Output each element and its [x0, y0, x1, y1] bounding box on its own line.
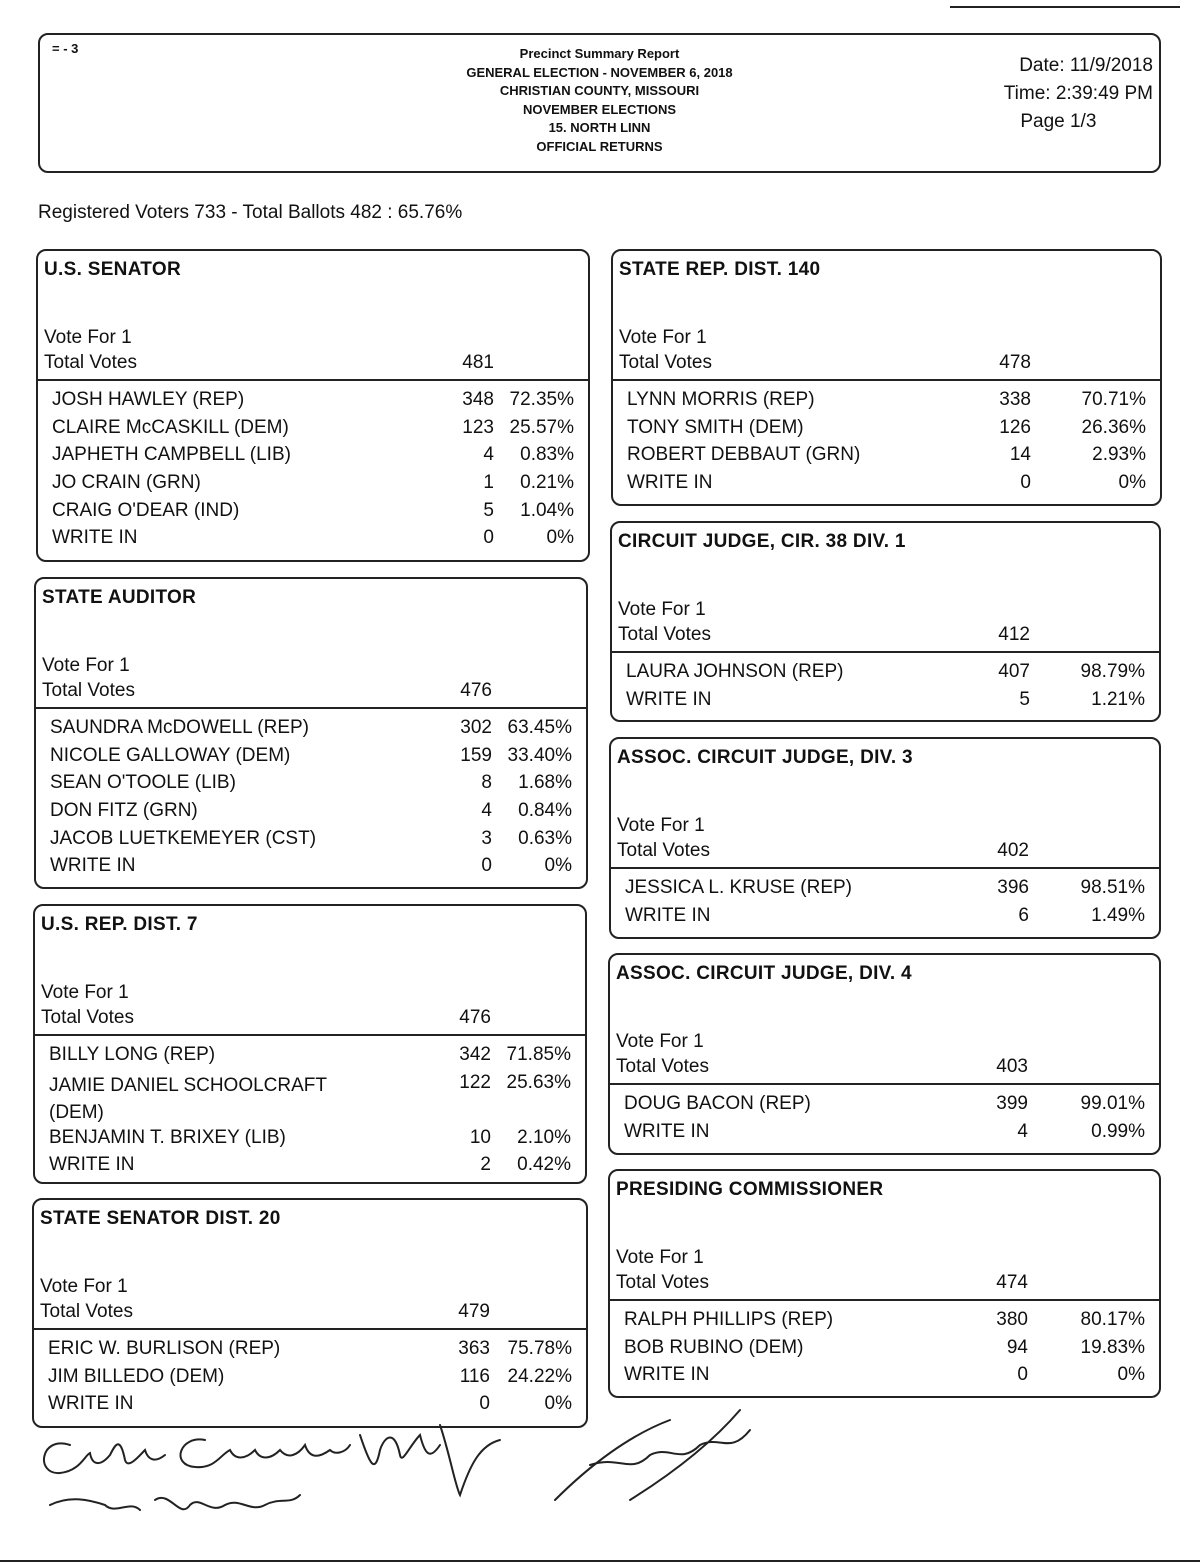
results-list — [610, 1309, 1159, 1392]
vote-for-label: Vote For 1 — [41, 982, 129, 1003]
candidate-name: DOUG BACON (REP) — [624, 1093, 811, 1114]
candidate-name: BENJAMIN T. BRIXEY (LIB) — [49, 1126, 286, 1148]
candidate-votes: 407 — [998, 661, 1030, 682]
candidate-votes: 3 — [481, 827, 492, 849]
bottom-rule — [0, 1560, 1200, 1562]
candidate-votes: 8 — [481, 772, 492, 794]
candidate-row — [611, 905, 1159, 933]
candidate-row — [38, 527, 588, 555]
candidate-row — [613, 444, 1160, 472]
candidate-row — [36, 855, 586, 883]
candidate-name: WRITE IN — [49, 1154, 135, 1176]
candidate-row — [36, 772, 586, 800]
candidate-name: LYNN MORRIS (REP) — [627, 389, 815, 410]
total-votes-label: Total Votes — [619, 352, 712, 373]
results-divider — [612, 651, 1159, 653]
candidate-name: JESSICA L. KRUSE (REP) — [625, 877, 853, 898]
candidate-percent: 0% — [544, 855, 572, 877]
candidate-name: BOB RUBINO (DEM) — [624, 1336, 804, 1358]
race-title: STATE REP. DIST. 140 — [619, 259, 821, 280]
race-us-rep-dist-7 — [33, 904, 587, 1184]
report-header — [38, 33, 1161, 173]
report-title: Precinct Summary Report — [519, 46, 680, 61]
candidate-votes: 2 — [480, 1154, 491, 1176]
candidate-percent: 0.83% — [520, 444, 574, 466]
candidate-percent: 1.04% — [520, 499, 574, 521]
county-name: CHRISTIAN COUNTY, MISSOURI — [499, 83, 700, 98]
results-list — [35, 1044, 585, 1182]
total-votes-value: 478 — [999, 352, 1031, 373]
race-state-rep-dist-140 — [611, 249, 1162, 506]
candidate-votes: 0 — [483, 527, 494, 549]
candidate-name: WRITE IN — [625, 904, 711, 926]
total-votes-value: 403 — [996, 1056, 1028, 1077]
total-votes-value: 474 — [996, 1272, 1028, 1293]
race-us-senator — [36, 249, 590, 562]
candidate-row — [38, 444, 588, 472]
total-votes-value: 402 — [997, 840, 1029, 861]
candidate-name: WRITE IN — [624, 1120, 710, 1142]
total-votes-label: Total Votes — [42, 680, 135, 701]
results-divider — [35, 1034, 585, 1036]
race-title: ASSOC. CIRCUIT JUDGE, DIV. 4 — [616, 963, 912, 984]
candidate-percent: 24.22% — [507, 1365, 572, 1387]
report-date: Date: 11/9/2018 — [1019, 55, 1153, 76]
candidate-votes: 116 — [459, 1365, 490, 1387]
total-votes-label: Total Votes — [41, 1007, 134, 1028]
candidate-percent: 71.85% — [506, 1044, 571, 1065]
total-votes-label: Total Votes — [616, 1272, 709, 1293]
results-divider — [610, 1083, 1159, 1085]
results-divider — [38, 379, 588, 381]
race-state-senator-dist-20 — [32, 1198, 588, 1428]
candidate-name: JACOB LUETKEMEYER (CST) — [50, 827, 317, 849]
results-list — [612, 661, 1159, 716]
candidate-name: RALPH PHILLIPS (REP) — [624, 1309, 834, 1330]
precinct-name: 15. NORTH LINN — [548, 120, 651, 135]
candidate-row — [613, 389, 1160, 417]
candidate-name: WRITE IN — [626, 688, 712, 710]
vote-for-label: Vote For 1 — [40, 1276, 128, 1297]
vote-for-label: Vote For 1 — [619, 327, 707, 348]
race-title: STATE SENATOR DIST. 20 — [40, 1208, 281, 1229]
results-list — [610, 1093, 1159, 1148]
total-votes-value: 476 — [459, 1007, 491, 1028]
candidate-percent: 98.79% — [1080, 661, 1145, 682]
candidate-row — [38, 417, 588, 445]
candidate-votes: 5 — [1019, 688, 1030, 710]
total-votes-label: Total Votes — [618, 624, 711, 645]
candidate-percent: 63.45% — [507, 717, 572, 738]
candidate-votes: 302 — [460, 717, 492, 738]
race-assoc-circuit-judge-div-4 — [608, 953, 1161, 1155]
header-marks: = - 3 — [52, 41, 79, 56]
candidate-name: WRITE IN — [52, 527, 138, 549]
candidate-row — [35, 1044, 585, 1072]
candidate-row — [36, 800, 586, 828]
results-divider — [34, 1328, 586, 1330]
results-divider — [610, 1299, 1159, 1301]
candidate-name: JAMIE DANIEL SCHOOLCRAFT (DEM) — [49, 1074, 327, 1123]
candidate-percent: 2.93% — [1092, 444, 1146, 466]
candidate-percent: 25.57% — [509, 416, 574, 438]
candidate-votes: 10 — [469, 1126, 491, 1148]
candidate-row — [35, 1154, 585, 1182]
race-state-auditor — [34, 577, 588, 889]
candidate-name: BILLY LONG (REP) — [49, 1044, 216, 1065]
vote-for-label: Vote For 1 — [616, 1247, 704, 1268]
candidate-percent: 99.01% — [1080, 1093, 1145, 1114]
candidate-percent: 0% — [544, 1393, 572, 1415]
candidate-percent: 1.21% — [1091, 688, 1145, 710]
report-meta — [1004, 52, 1153, 136]
candidate-name: JAPHETH CAMPBELL (LIB) — [52, 444, 291, 466]
official-signatures — [30, 1405, 770, 1535]
candidate-votes: 399 — [996, 1093, 1028, 1114]
candidate-percent: 0% — [1117, 1364, 1145, 1386]
candidate-percent: 19.83% — [1080, 1336, 1145, 1358]
candidate-row — [36, 745, 586, 773]
race-circuit-judge-cir-38-div-1 — [610, 521, 1161, 722]
results-list — [611, 877, 1159, 932]
candidate-row — [610, 1337, 1159, 1365]
candidate-percent: 80.17% — [1080, 1309, 1145, 1330]
candidate-votes: 0 — [479, 1393, 490, 1415]
candidate-percent: 1.68% — [518, 772, 572, 794]
candidate-votes: 380 — [996, 1309, 1028, 1330]
race-assoc-circuit-judge-div-3 — [609, 737, 1161, 939]
candidate-name: JOSH HAWLEY (REP) — [52, 389, 245, 410]
candidate-percent: 0.42% — [517, 1154, 571, 1176]
candidate-name: WRITE IN — [50, 855, 136, 877]
candidate-votes: 123 — [462, 416, 494, 438]
candidate-name: TONY SMITH (DEM) — [627, 416, 804, 438]
candidate-name: ERIC W. BURLISON (REP) — [48, 1338, 281, 1359]
candidate-row — [610, 1364, 1159, 1392]
candidate-name: SEAN O'TOOLE (LIB) — [50, 772, 236, 794]
race-title: PRESIDING COMMISSIONER — [616, 1179, 884, 1200]
top-rule — [950, 0, 1180, 8]
candidate-percent: 26.36% — [1081, 416, 1146, 438]
candidate-name: JO CRAIN (GRN) — [52, 472, 201, 494]
candidate-name: NICOLE GALLOWAY (DEM) — [50, 744, 291, 766]
candidate-name: DON FITZ (GRN) — [50, 800, 198, 822]
candidate-votes: 4 — [1017, 1120, 1028, 1142]
race-title: U.S. REP. DIST. 7 — [41, 914, 198, 935]
candidate-votes: 396 — [997, 877, 1029, 898]
candidate-row — [36, 828, 586, 856]
candidate-name: WRITE IN — [624, 1364, 710, 1386]
candidate-row — [35, 1127, 585, 1155]
candidate-percent: 75.78% — [507, 1338, 572, 1359]
candidate-percent: 33.40% — [507, 744, 572, 766]
candidate-percent: 0% — [1118, 472, 1146, 494]
candidate-votes: 4 — [481, 800, 492, 822]
total-votes-label: Total Votes — [617, 840, 710, 861]
candidate-percent: 1.49% — [1091, 904, 1145, 926]
race-title: STATE AUDITOR — [42, 587, 197, 608]
results-list — [613, 389, 1160, 500]
candidate-votes: 0 — [1017, 1364, 1028, 1386]
candidate-row — [613, 417, 1160, 445]
candidate-row — [38, 472, 588, 500]
returns-status: OFFICIAL RETURNS — [536, 138, 663, 154]
turnout-summary: Registered Voters 733 - Total Ballots 482 : 65.76% — [38, 202, 463, 223]
election-name: GENERAL ELECTION - NOVEMBER 6, 2018 — [466, 64, 733, 80]
candidate-row — [38, 389, 588, 417]
page-number: Page 1/3 — [1020, 111, 1097, 132]
candidate-row — [35, 1072, 585, 1127]
candidate-row — [613, 472, 1160, 500]
candidate-votes: 6 — [1018, 904, 1029, 926]
candidate-votes: 342 — [459, 1044, 491, 1065]
candidate-votes: 94 — [1006, 1336, 1028, 1358]
candidate-name: LAURA JOHNSON (REP) — [626, 661, 844, 682]
candidate-percent: 0.63% — [518, 827, 572, 849]
race-title: ASSOC. CIRCUIT JUDGE, DIV. 3 — [617, 747, 913, 768]
total-votes-value: 479 — [458, 1301, 490, 1322]
candidate-row — [36, 717, 586, 745]
election-group: NOVEMBER ELECTIONS — [522, 101, 677, 117]
vote-for-label: Vote For 1 — [44, 327, 132, 348]
total-votes-label: Total Votes — [44, 352, 137, 373]
total-votes-value: 412 — [998, 624, 1030, 645]
candidate-percent: 98.51% — [1080, 877, 1145, 898]
candidate-name: ROBERT DEBBAUT (GRN) — [627, 444, 861, 466]
candidate-votes: 4 — [483, 444, 494, 466]
candidate-name: CRAIG O'DEAR (IND) — [52, 499, 240, 521]
candidate-percent: 25.63% — [506, 1071, 571, 1093]
candidate-row — [610, 1121, 1159, 1149]
candidate-percent: 0.99% — [1091, 1120, 1145, 1142]
candidate-votes: 126 — [999, 416, 1031, 438]
total-votes-value: 476 — [460, 680, 492, 701]
race-title: U.S. SENATOR — [44, 259, 181, 280]
candidate-percent: 2.10% — [517, 1126, 571, 1148]
candidate-percent: 0% — [546, 527, 574, 549]
results-divider — [613, 379, 1160, 381]
candidate-row — [34, 1366, 586, 1394]
vote-for-label: Vote For 1 — [616, 1031, 704, 1052]
candidate-votes: 1 — [483, 472, 494, 494]
vote-for-label: Vote For 1 — [42, 655, 130, 676]
candidate-name: SAUNDRA McDOWELL (REP) — [50, 717, 309, 738]
candidate-name: WRITE IN — [627, 472, 713, 494]
candidate-name: CLAIRE McCASKILL (DEM) — [52, 416, 289, 438]
results-list — [36, 717, 586, 883]
results-list — [38, 389, 588, 555]
candidate-row — [38, 500, 588, 528]
candidate-votes: 363 — [458, 1338, 490, 1359]
report-time: Time: 2:39:49 PM — [1003, 83, 1153, 104]
candidate-votes: 0 — [481, 855, 492, 877]
candidate-row — [34, 1338, 586, 1366]
candidate-percent: 72.35% — [509, 389, 574, 410]
candidate-row — [610, 1093, 1159, 1121]
total-votes-label: Total Votes — [616, 1056, 709, 1077]
total-votes-label: Total Votes — [40, 1301, 133, 1322]
candidate-votes: 5 — [483, 499, 494, 521]
race-presiding-commissioner — [608, 1169, 1161, 1398]
candidate-row — [612, 689, 1159, 717]
candidate-votes: 338 — [999, 389, 1031, 410]
candidate-votes: 348 — [462, 389, 494, 410]
candidate-name: WRITE IN — [48, 1393, 134, 1415]
vote-for-label: Vote For 1 — [617, 815, 705, 836]
vote-for-label: Vote For 1 — [618, 599, 706, 620]
report-title-block — [40, 45, 1159, 156]
candidate-votes: 0 — [1020, 472, 1031, 494]
candidate-percent: 0.21% — [520, 472, 574, 494]
candidate-row — [610, 1309, 1159, 1337]
results-divider — [611, 867, 1159, 869]
candidate-percent: 0.84% — [518, 800, 572, 822]
candidate-votes: 14 — [1009, 444, 1031, 466]
candidate-row — [611, 877, 1159, 905]
candidate-percent: 70.71% — [1081, 389, 1146, 410]
candidate-votes: 159 — [460, 744, 492, 766]
candidate-name: JIM BILLEDO (DEM) — [48, 1365, 225, 1387]
candidate-row — [612, 661, 1159, 689]
total-votes-value: 481 — [462, 352, 494, 373]
candidate-votes: 122 — [459, 1071, 491, 1093]
results-divider — [36, 707, 586, 709]
race-title: CIRCUIT JUDGE, CIR. 38 DIV. 1 — [618, 531, 906, 552]
